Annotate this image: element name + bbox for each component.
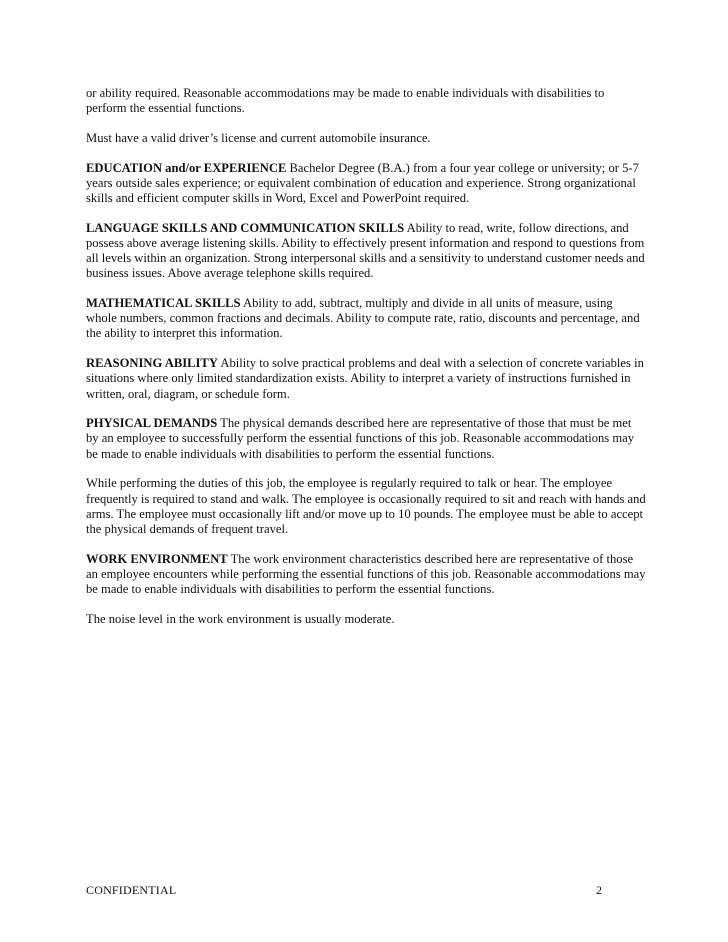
section-heading: REASONING ABILITY [86,356,218,371]
section-text: The work environment characteristics described here are representative of those an employee encounters while performing the essential functions of this job. Reasonable accommodations may be made to enable individuals with disabilities to perform the essential functions. [86,551,646,597]
section-text: Bachelor Degree (B.A.) from a four year college or university; or 5-7 years outside sales experience; or equivalent combination of education and experience. Strong organizational skills and efficient computer skills in Word, Excel and PowerPoint required. [86,160,639,206]
section-heading: MATHEMATICAL SKILLS [86,296,241,311]
section-text: The physical demands described here are representative of those that must be met by an employee to successfully perform the essential functions of this job. Reasonable accommodations may be made to enable individuals with disabilities to perform the essential functions. [86,416,635,461]
section-heading: WORK ENVIRONMENT [86,551,228,566]
footer-confidential-label: CONFIDENTIAL [86,883,177,897]
document-body [86,86,646,641]
section-heading: PHYSICAL DEMANDS [86,416,218,431]
section-physical-demands [86,416,646,462]
paragraph-text: Must have a valid driver’s license and current automobile insurance. [86,130,431,145]
paragraph-text: The noise level in the work environment is usually moderate. [86,611,395,626]
paragraph-physical-duties [86,476,646,537]
paragraph-text: or ability required. Reasonable accommodations may be made to enable individuals with disabilities to perform the essential functions. [86,86,605,116]
section-text: Ability to add, subtract, multiply and divide in all units of measure, using whole numbers, common fractions and decimals. Ability to compute rate, ratio, discounts and percentage, and the ability to interpret this information. [86,296,640,341]
section-heading: EDUCATION and/or EXPERIENCE [86,160,287,175]
section-reasoning-ability [86,356,646,402]
section-heading: LANGUAGE SKILLS AND COMMUNICATION SKILLS [86,220,405,235]
section-mathematical-skills [86,296,646,342]
paragraph-continuation [86,86,646,116]
section-work-environment [86,552,646,598]
footer-page-number: 2 [596,883,602,897]
section-text: Ability to solve practical problems and deal with a selection of concrete variables in situations where only limited standardization exists. Ability to interpret a variety of instructions furnished in written, oral, diagram, or schedule form. [86,356,644,401]
paragraph-text: While performing the duties of this job, the employee is regularly required to talk or hear. The employee frequently is required to stand and walk. The employee is occasionally required to sit and reach with hands and arms. The employee must occasionally lift and/or move up to 10 pounds. The employee must be able to accept the physical demands of frequent travel. [86,476,646,536]
section-education-experience [86,161,646,207]
paragraph-noise-level [86,612,646,627]
section-language-skills [86,221,646,282]
section-text: Ability to read, write, follow directions, and possess above average listening skills. Ability to effectively present information and respond to questions from all levels within an organization. Strong interpersonal skills and a sensitivity to understand customer needs and business issues. Above average telephone skills required. [86,220,645,281]
paragraph-drivers-license [86,131,646,146]
